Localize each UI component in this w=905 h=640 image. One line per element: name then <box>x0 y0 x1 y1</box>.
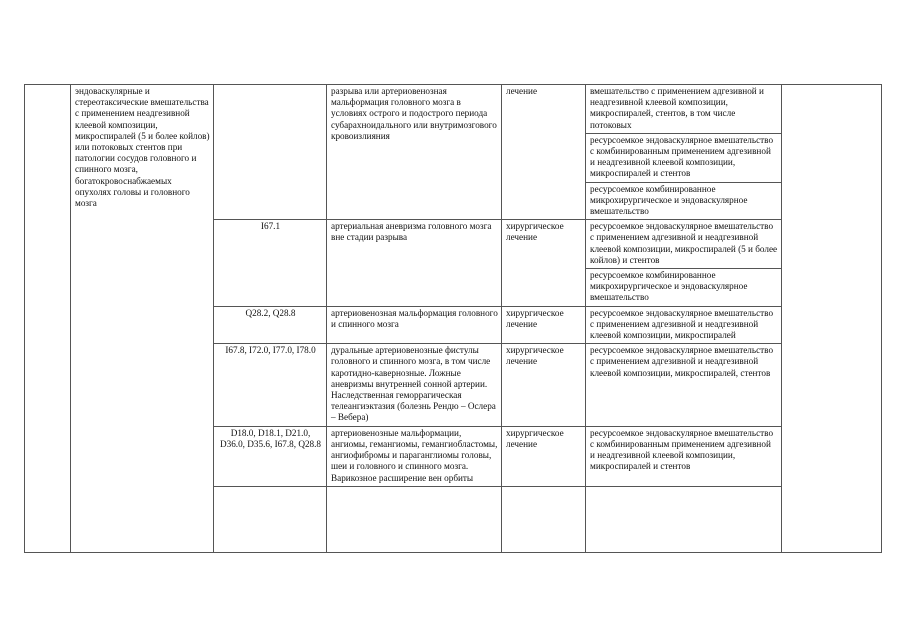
method-cell: вмешательство с применением адгезивной и неадгезивной клеевой композиции, микроспиралей, стентов, в том числе потоковых <box>586 85 782 134</box>
document-page <box>24 84 881 640</box>
table-row <box>25 85 882 134</box>
number-cell <box>25 85 71 553</box>
method-cell: ресурсоемкое комбинированное микрохирургическое и эндоваскулярное вмешательство <box>586 269 782 307</box>
codes-cell: I67.1 <box>214 220 327 306</box>
method-cell: ресурсоемкое эндоваскулярное вмешательство с комбинированным применением адгезивной и неадгезивной клеевой композиции, микроспиралей и стентов <box>586 133 782 182</box>
treatment-cell: лечение <box>502 85 586 220</box>
treatment-cell: хирургическое лечение <box>502 344 586 426</box>
model-cell: артериальная аневризма головного мозга вне стадии разрыва <box>327 220 502 306</box>
model-cell: артериовенозная мальформация головного и спинного мозга <box>327 306 502 344</box>
model-cell: дуральные артериовенозные фистулы головного и спинного мозга, в том числе каротидно-кавернозные. Ложные аневризмы внутренней сонной артерии. Наследственная геморрагическая телеангиэктазия (болезнь Рендю – Ослера – Вебера) <box>327 344 502 426</box>
codes-cell <box>214 85 327 220</box>
codes-cell: I67.8, I72.0, I77.0, I78.0 <box>214 344 327 426</box>
codes-cell: Q28.2, Q28.8 <box>214 306 327 344</box>
codes-cell-continuation <box>214 486 327 552</box>
method-cell: ресурсоемкое комбинированное микрохирургическое и эндоваскулярное вмешательство <box>586 182 782 220</box>
model-cell-continuation <box>327 486 502 552</box>
cost-cell <box>782 85 882 553</box>
codes-cell: D18.0, D18.1, D21.0, D36.0, D35.6, I67.8, Q28.8 <box>214 426 327 486</box>
treatment-cell: хирургическое лечение <box>502 220 586 306</box>
method-cell: ресурсоемкое эндоваскулярное вмешательство с применением адгезивной и неадгезивной клеевой композиции, микроспиралей <box>586 306 782 344</box>
treatment-cell: хирургическое лечение <box>502 426 586 486</box>
treatment-cell-continuation <box>502 486 586 552</box>
method-cell: ресурсоемкое эндоваскулярное вмешательство с комбинированным применением адгезивной и неадгезивной клеевой композиции, микроспиралей и стентов <box>586 426 782 486</box>
method-cell-continuation <box>586 486 782 552</box>
treatment-cell: хирургическое лечение <box>502 306 586 344</box>
model-cell: артериовенозные мальформации, ангиомы, гемангиомы, гемангиобластомы, ангиофибромы и параганглиомы головы, шеи и головного и спинного мозга. Варикозное расширение вен орбиты <box>327 426 502 486</box>
group-name-cell: эндоваскулярные и стереотаксические вмешательства с применением неадгезивной клеевой композиции, микроспиралей (5 и более койлов) или потоковых стентов при патологии сосудов головного и спинного мозга, богатокровоснабжаемых опухолях головы и головного мозга <box>71 85 214 553</box>
model-cell: разрыва или артериовенозная мальформация головного мозга в условиях острого и подострого периода субарахноидального или внутримозгового кровоизлияния <box>327 85 502 220</box>
method-cell: ресурсоемкое эндоваскулярное вмешательство с применением адгезивной и неадгезивной клеевой композиции, микроспиралей (5 и более койлов) и стентов <box>586 220 782 269</box>
method-cell: ресурсоемкое эндоваскулярное вмешательство с применением адгезивной и неадгезивной клеевой композиции, микроспиралей, стентов <box>586 344 782 426</box>
medical-care-table <box>24 84 882 553</box>
